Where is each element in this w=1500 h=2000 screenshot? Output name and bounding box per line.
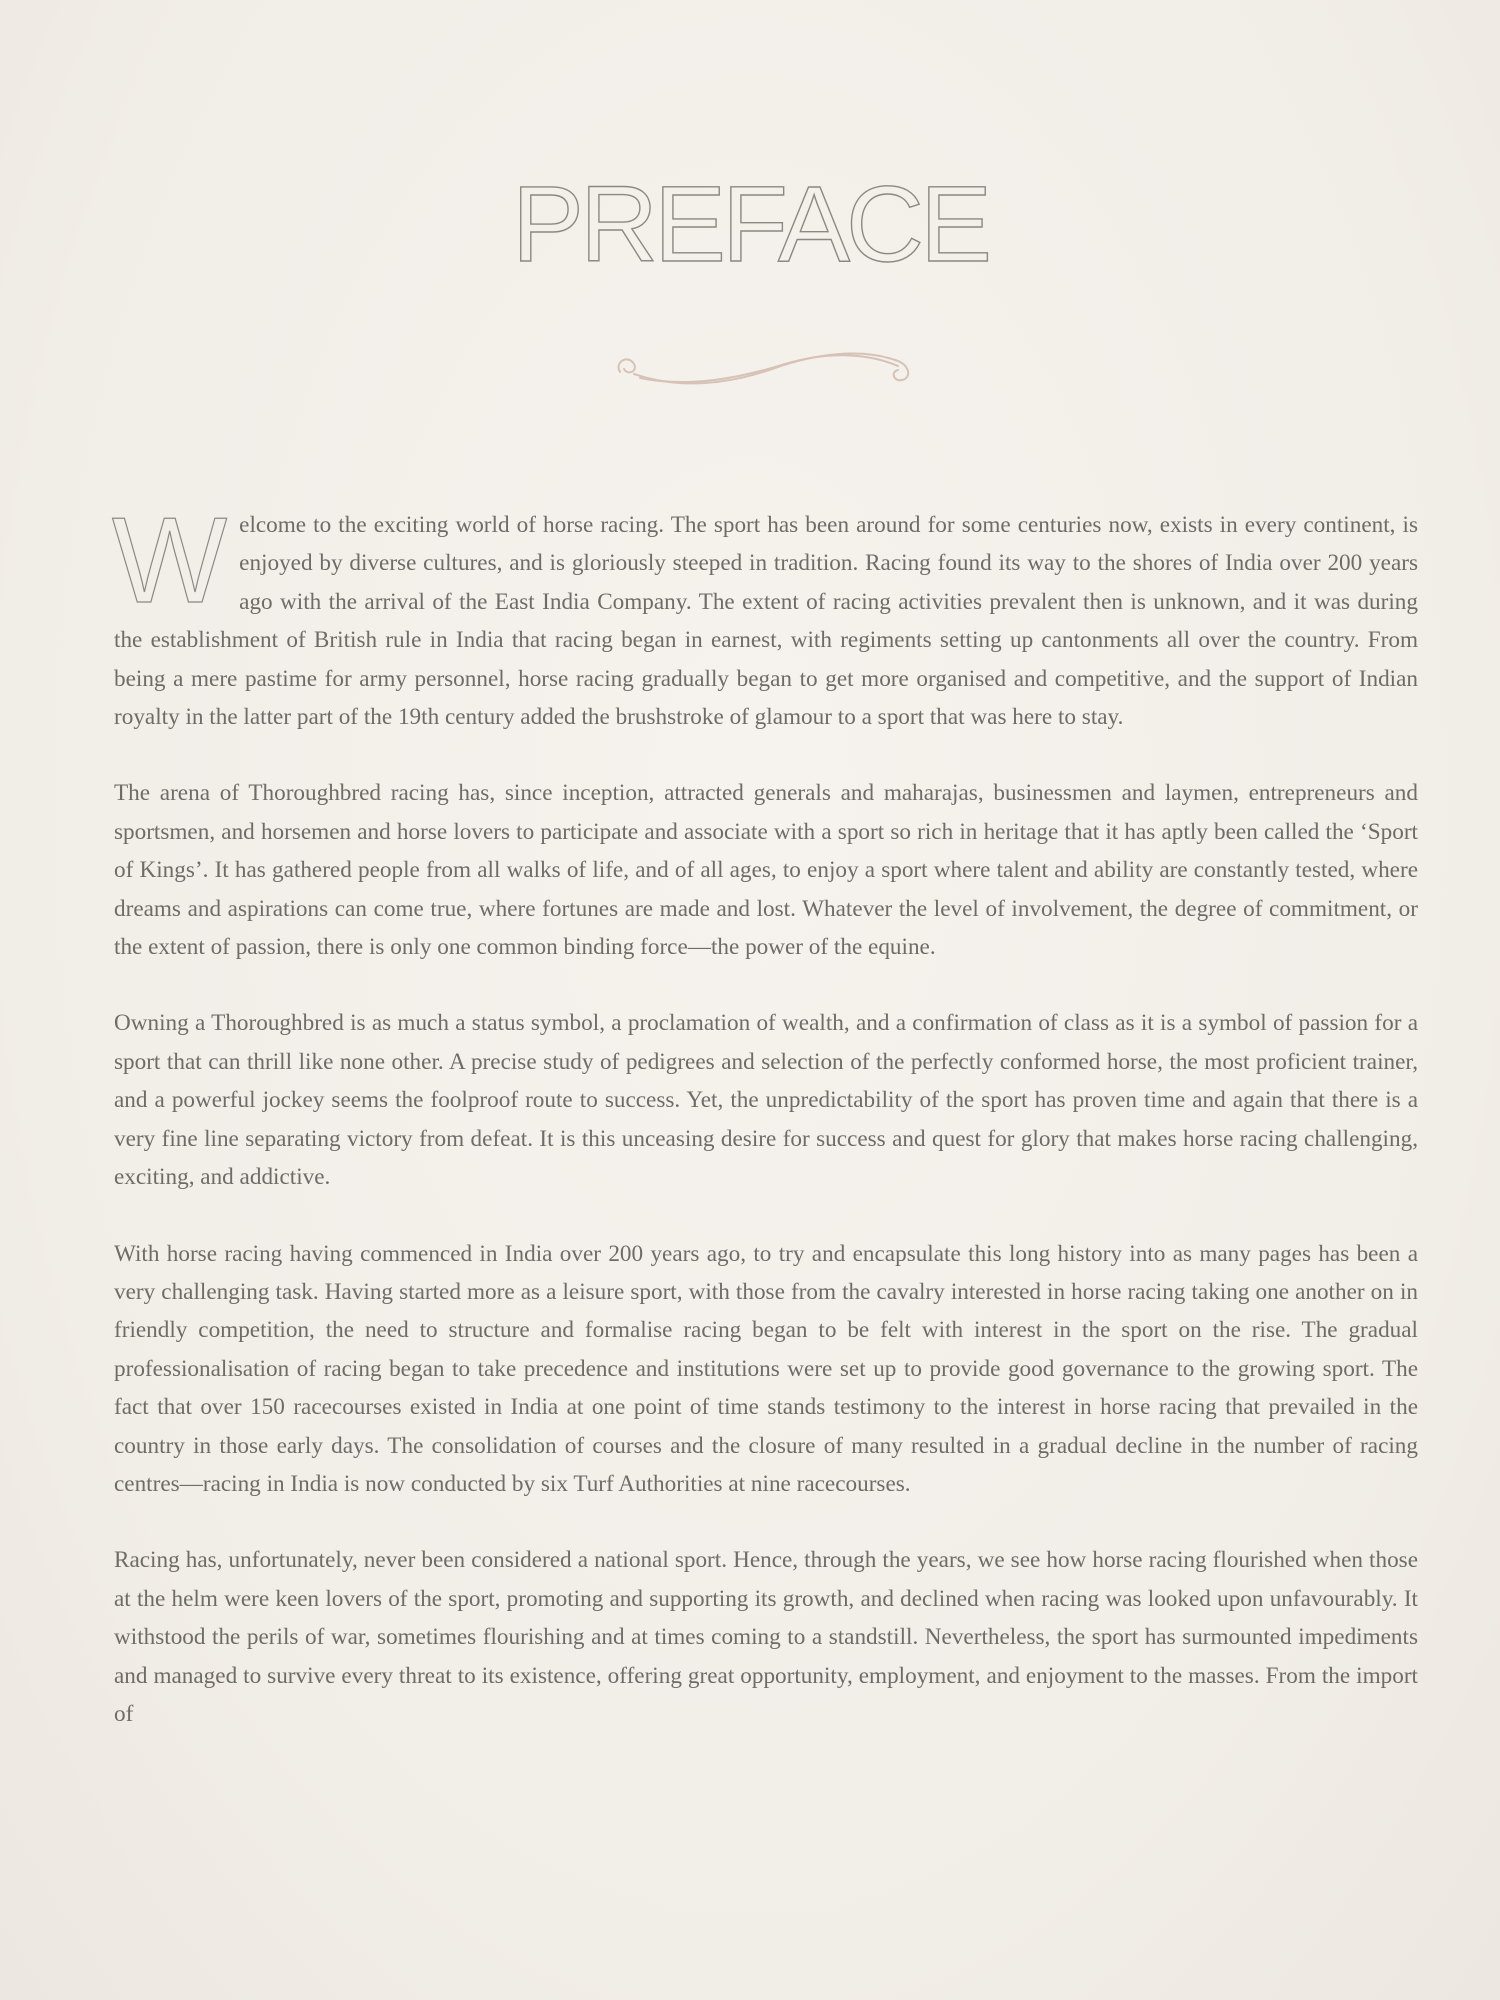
- drop-cap: W: [112, 492, 226, 628]
- paragraph-4: With horse racing having commenced in India over 200 years ago, to try and encapsulate this long history into as many pages has been a very challenging task. Having started more as a leisure sport, with those from the cavalry interested in horse racing taking one another on in friendly competition, the need to structure and formalise racing began to be felt with interest in the sport on the rise. The gradual professionalisation of racing began to take precedence and institutions were set up to provide good governance to the growing sport. The fact that over 150 racecourses existed in India at one point of time stands testimony to the interest in horse racing that prevailed in the country in those early days. The consolidation of courses and the closure of many resulted in a gradual decline in the number of racing centres—racing in India is now conducted by six Turf Authorities at nine racecourses.: [114, 1240, 1418, 1497]
- preface-body: [112, 492, 1418, 1771]
- flourish-divider-icon: [610, 338, 920, 398]
- paragraph-2: The arena of Thoroughbred racing has, since inception, attracted generals and maharajas, businessmen and laymen, entrepreneurs and sportsmen, and horsemen and horse lovers to participate and associate with a sport so rich in heritage that it has aptly been called the ‘Sport of Kings’. It has gathered people from all walks of life, and of all ages, to enjoy a sport where talent and ability are constantly tested, where dreams and aspirations can come true, where fortunes are made and lost. Whatever the level of involvement, the degree of commitment, or the extent of passion, there is only one common binding force—the power of the equine.: [114, 780, 1418, 961]
- paragraph-5: Racing has, unfortunately, never been considered a national sport. Hence, through the years, we see how horse racing flourished when those at the helm were keen lovers of the sport, promoting and supporting its growth, and declined when racing was looked upon unfavourably. It withstood the perils of war, sometimes flourishing and at times coming to a standstill. Nevertheless, the sport has surmounted impediments and managed to survive every threat to its existence, offering great opportunity, employment, and enjoyment to the masses. From the import of: [114, 1547, 1418, 1727]
- paragraph-1: [112, 492, 1418, 736]
- paragraph-3: Owning a Thoroughbred is as much a status symbol, a proclamation of wealth, and a confirmation of class as it is a symbol of passion for a sport that can thrill like none other. A precise study of pedigrees and selection of the perfectly conformed horse, the most proficient trainer, and a powerful jockey seems the foolproof route to success. Yet, the unpredictability of the sport has proven time and again that there is a very fine line separating victory from defeat. It is this unceasing desire for success and quest for glory that makes horse racing challenging, exciting, and addictive.: [114, 1010, 1418, 1191]
- paragraph-1-text: elcome to the exciting world of horse racing. The sport has been around for some centuries now, exists in every continent, is enjoyed by diverse cultures, and is gloriously steeped in tradition. Racing found its way to the shores of India over 200 years ago with the arrival of the East India Company. The extent of racing activities prevalent then is unknown, and it was during the establishment of British rule in India that racing began in earnest, with regiments setting up cantonments all over the country. From being a mere pastime for army personnel, horse racing gradually began to get more organised and competitive, and the support of Indian royalty in the latter part of the 19th century added the brushstroke of glamour to a sport that was here to stay.: [114, 512, 1418, 731]
- page-title: PREFACE: [511, 163, 989, 284]
